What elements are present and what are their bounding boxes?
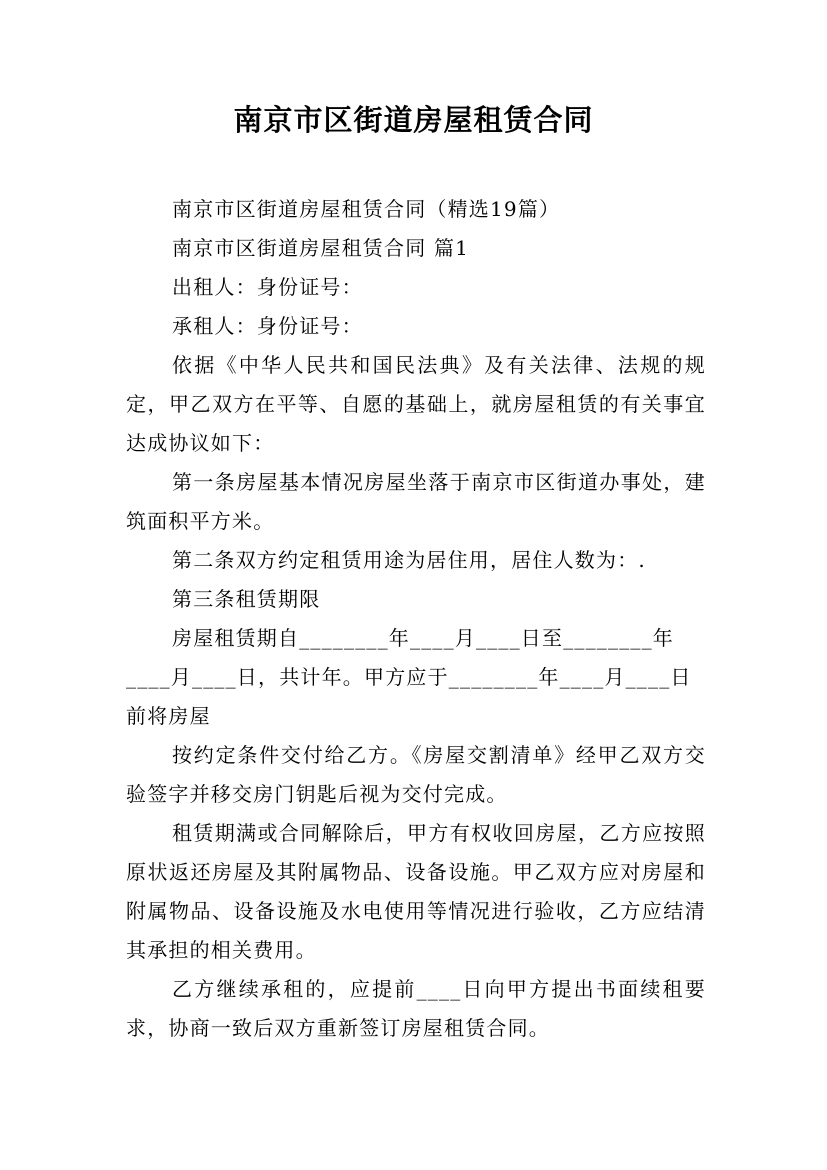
expiry-paragraph: 租赁期满或合同解除后，甲方有权收回房屋，乙方应按照原状返还房屋及其附属物品、设备设施。甲乙双方应对房屋和附属物品、设备设施及水电使用等情况进行验收，乙方应结清其承担的相关费用。 (126, 821, 706, 962)
subtitle: 南京市区街道房屋租赁合同（精选19篇） (172, 197, 561, 221)
lessor-line: 出租人：身份证号： (172, 275, 363, 299)
handover-paragraph: 按约定条件交付给乙方。《房屋交割清单》经甲乙双方交验签字并移交房门钥匙后视为交付完成。 (126, 743, 706, 806)
clause-1: 第一条房屋基本情况房屋坐落于南京市区街道办事处，建筑面积平方米。 (126, 470, 706, 533)
document-body (126, 190, 706, 1048)
lessee-line: 承租人：身份证号： (172, 314, 363, 338)
lease-term-line-2: ____月____日，共计年。甲方应于________年____月____日 (126, 665, 692, 689)
clause-2: 第二条双方约定租赁用途为居住用，居住人数为：. (172, 548, 646, 572)
document-title: 南京市区街道房屋租赁合同 (233, 103, 594, 137)
lease-term-line-1: 房屋租赁期自________年____月____日至________年 (172, 626, 674, 650)
intro-paragraph: 依据《中华人民共和国民法典》及有关法律、法规的规定，甲乙双方在平等、自愿的基础上，就房屋租赁的有关事宜达成协议如下： (126, 353, 706, 455)
article-heading: 南京市区街道房屋租赁合同 篇1 (172, 236, 470, 260)
renewal-paragraph: 乙方继续承租的，应提前____日向甲方提出书面续租要求，协商一致后双方重新签订房屋租赁合同。 (126, 977, 706, 1040)
lease-term-line-3: 前将房屋 (126, 704, 211, 728)
clause-3-heading: 第三条租赁期限 (172, 587, 321, 611)
